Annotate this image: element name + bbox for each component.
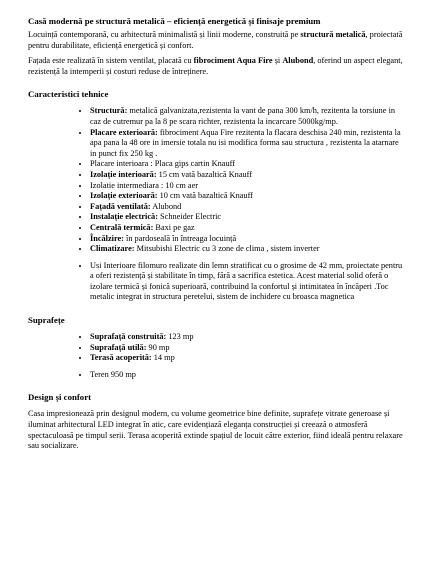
item-text: 123 mp bbox=[166, 332, 194, 342]
list-item bbox=[90, 244, 407, 255]
tech-list bbox=[28, 106, 407, 254]
item-text: Baxi pe gaz bbox=[153, 222, 195, 232]
list-item bbox=[90, 181, 407, 192]
item-label: Izolație interioară: bbox=[90, 169, 157, 179]
item-label: Centrală termică: bbox=[90, 222, 154, 232]
intro-paragraph-1 bbox=[28, 30, 407, 51]
list-item: • Usi Interioare filomuro realizate din lemn stratificat cu o grosime de 42 mm, proiectate pentru a oferi rezistență și stabilitate în timp, fără a sacrifica estetica. Acest material solid oferă o izolare termică și fonică superioară, contribuind la confortul și intimitatea în încăperi .Toc metalic integrat in structura peretelui, sistem de inchidere cu broasca magnetica bbox=[90, 261, 407, 303]
list-item bbox=[90, 128, 407, 160]
item-label: Suprafață construită: bbox=[90, 332, 167, 342]
item-text: 10 cm vată bazaltică Knauff bbox=[157, 191, 253, 201]
list-item bbox=[90, 223, 407, 234]
list-item bbox=[90, 159, 407, 170]
list-item bbox=[90, 191, 407, 202]
list-item bbox=[90, 332, 407, 343]
item-label: Izolație exterioară: bbox=[90, 191, 158, 201]
intro-text: , proiectată pentru durabilitate, eficiență energetică și confort. bbox=[28, 30, 403, 50]
item-label: Placare exterioară: bbox=[90, 127, 158, 137]
item-label: Climatizare: bbox=[90, 244, 135, 254]
list-item bbox=[90, 353, 407, 364]
item-text: 15 cm vată bazaltică Knauff bbox=[156, 169, 253, 179]
item-label: Terasă acoperită: bbox=[90, 353, 152, 363]
list-item bbox=[90, 343, 407, 354]
item-text: Placare interioara : Placa gips cartin Knauff bbox=[90, 159, 235, 169]
item-label: Instalație electrică: bbox=[90, 212, 158, 222]
section-heading-areas: Suprafețe bbox=[28, 315, 65, 326]
item-text: Mitsubishi Electric cu 3 zone de clima , sistem inverter bbox=[134, 244, 320, 254]
intro-emphasis: structură metalică bbox=[300, 30, 366, 39]
intro-emphasis: fibrociment Aqua Fire bbox=[193, 56, 273, 66]
item-text: metalică galvanizata,rezistenta la vant de pana 300 km/h, rezitenta la torsiune in caz de cutremur pa la 8 pe scara richter, rezistenta la incarcare 5000kg/mp. bbox=[90, 106, 396, 126]
item-label: Suprafață utilă: bbox=[90, 342, 147, 352]
document-title: Casă modernă pe structură metalică – eficiență energetică și finisaje premium bbox=[28, 16, 321, 26]
design-paragraph: Casa impresionează prin designul modern, cu volume geometrice bine definite, suprafețe vitrate generoase și iluminat arhitectural LED integrat în atic, care evidențiază eleganța construcției și creează o atmosferă spectaculoasă pe timpul serii. Terasa acoperită extinde spațiul de locuit către exterior, fiind ideală pentru relaxare sau socializare. bbox=[28, 409, 403, 451]
item-label: Încălzire: bbox=[90, 233, 124, 243]
item-text: 14 mp bbox=[151, 353, 175, 363]
item-label: Fațadă ventilată: bbox=[90, 201, 151, 211]
item-label: Structură: bbox=[90, 106, 128, 116]
list-item bbox=[90, 106, 407, 127]
item-text: Alubond bbox=[150, 201, 182, 211]
item-text: Schneider Electric bbox=[157, 212, 222, 222]
intro-text: și bbox=[272, 56, 283, 66]
section-heading-design: Design și confort bbox=[28, 392, 92, 403]
item-text: Izolatie intermediara : 10 cm aer bbox=[90, 180, 199, 190]
list-item: • Teren 950 mp bbox=[90, 370, 407, 381]
tech-extra-list bbox=[28, 261, 407, 303]
intro-text: Locuință contemporană, cu arhitectură minimalistă și linii moderne, construită pe bbox=[28, 30, 301, 39]
list-item bbox=[90, 202, 407, 213]
areas-extra-list bbox=[28, 370, 407, 381]
intro-paragraph-2 bbox=[28, 56, 407, 77]
areas-list bbox=[28, 332, 407, 364]
item-text: în pardoseală în întreaga locuință bbox=[123, 233, 237, 243]
item-text: fibrociment Aqua Fire rezitenta la flacara deschisa 240 min, rezistenta la apa pana la 48 ore in imersie totala nu isi modifica forma sau structura , rezistenta la atarnare in punct fix 250 kg . bbox=[90, 127, 401, 158]
intro-text: , oferind un aspect elegant, rezistență la intemperii și costuri reduse de întreținere. bbox=[28, 56, 403, 76]
list-item bbox=[90, 234, 407, 245]
section-heading-tech: Caracteristici tehnice bbox=[28, 89, 109, 100]
intro-emphasis: Alubond bbox=[282, 56, 314, 66]
item-text: 90 mp bbox=[146, 342, 170, 352]
list-item bbox=[90, 170, 407, 181]
intro-text: Fațada este realizată în sistem ventilat, placată cu bbox=[28, 56, 194, 66]
list-item bbox=[90, 212, 407, 223]
